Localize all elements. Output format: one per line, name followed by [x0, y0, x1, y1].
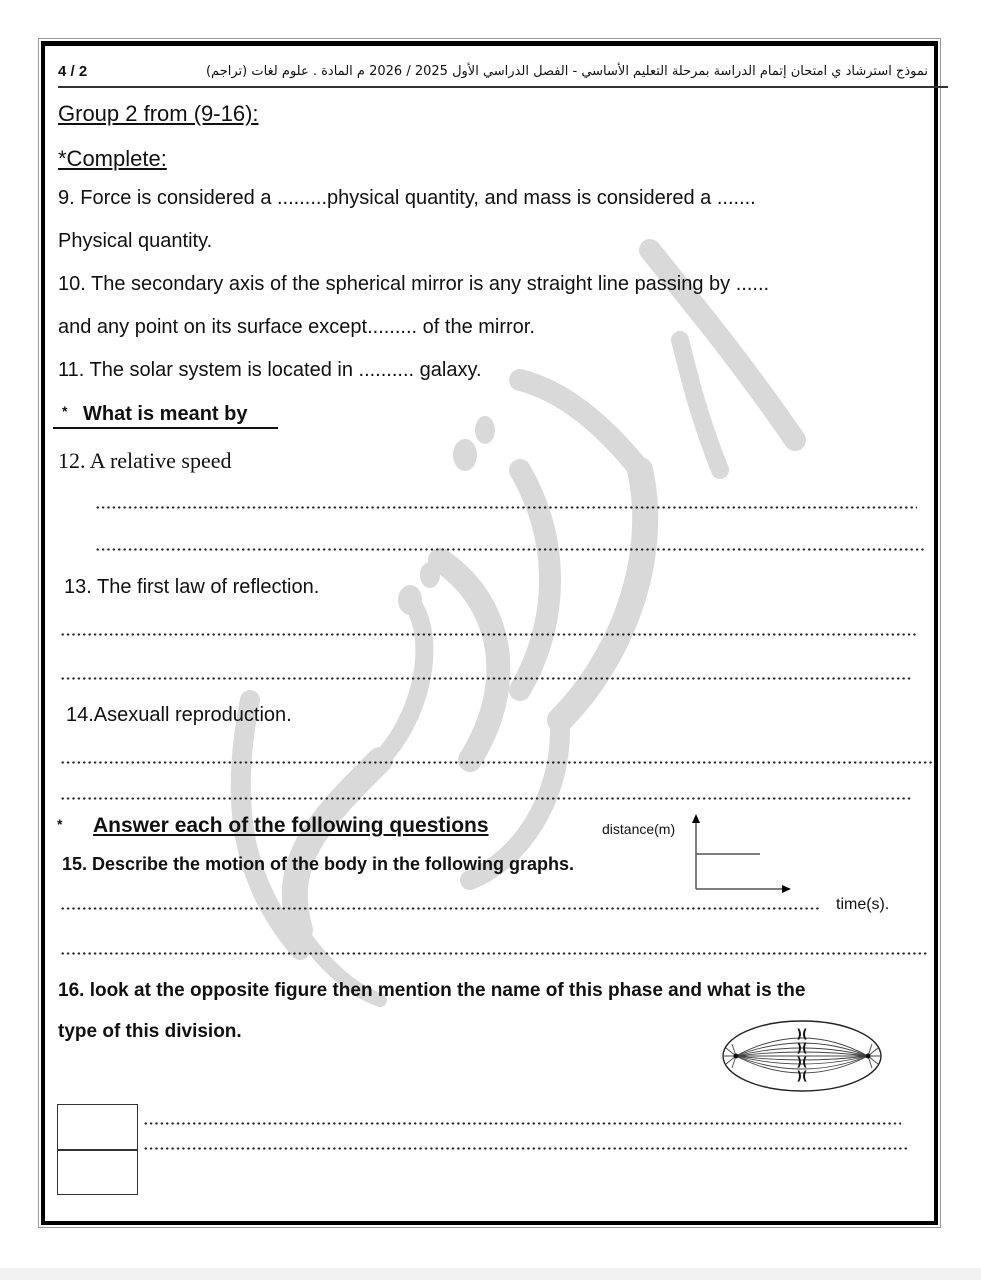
exam-header — [58, 60, 928, 82]
meant-by-underline — [53, 427, 278, 429]
svg-text:)(: )( — [796, 1069, 808, 1083]
answer-line-16b[interactable] — [143, 1147, 910, 1150]
answer-section-heading: Answer each of the following questions — [93, 814, 489, 837]
answer-line-14b[interactable] — [60, 797, 912, 800]
header-divider — [58, 86, 948, 88]
meant-by-star: * — [62, 403, 68, 419]
page-number: 4 / 2 — [58, 62, 88, 80]
graph-y-label: distance(m) — [602, 821, 676, 837]
question-14: 14.Asexuall reproduction. — [66, 704, 292, 726]
answer-line-15a[interactable] — [60, 907, 820, 910]
question-9-line-2: Physical quantity. — [58, 230, 213, 252]
question-12-text: 12. A relative speed — [58, 448, 232, 473]
answer-section-star: * — [57, 816, 63, 832]
answer-line-12b[interactable] — [95, 548, 925, 551]
question-16-line-2: type of this division. — [58, 1021, 242, 1042]
question-9-line-1: 9. Force is considered a .........physical quantity, and mass is considered a ....... — [58, 187, 756, 209]
answer-box-division-type[interactable] — [57, 1149, 138, 1195]
svg-text:)(: )( — [796, 1027, 808, 1041]
group-title: Group 2 from (9-16): — [58, 101, 259, 126]
svg-text:)(: )( — [796, 1055, 808, 1069]
question-12 — [58, 448, 232, 474]
graph-x-label: time(s). — [836, 896, 890, 913]
meant-by-heading: What is meant by — [83, 403, 248, 425]
question-10-line-2: and any point on its surface except......... of the mirror. — [58, 316, 535, 338]
distance-time-graph — [688, 812, 798, 897]
complete-heading: *Complete: — [58, 146, 167, 171]
answer-line-15b[interactable] — [60, 952, 928, 955]
cell-division-metaphase-icon — [718, 1018, 886, 1094]
answer-line-16a[interactable] — [143, 1122, 901, 1125]
question-10-line-1: 10. The secondary axis of the spherical mirror is any straight line passing by ...... — [58, 273, 770, 295]
answer-line-13a[interactable] — [60, 633, 918, 636]
viewer-bottom-strip — [0, 1268, 981, 1280]
answer-line-14a[interactable] — [60, 761, 935, 764]
answer-box-phase[interactable] — [57, 1104, 138, 1150]
answer-line-12a[interactable] — [95, 506, 917, 509]
question-13: 13. The first law of reflection. — [64, 576, 320, 598]
question-11: 11. The solar system is located in .......... galaxy. — [58, 359, 482, 381]
exam-title-arabic: نموذج استرشاد ي امتحان إتمام الدراسة بمرحلة التعليم الأساسي - الفصل الدراسي الأول 2025 / 2026 م المادة . علوم لغات (تراجم) — [205, 63, 928, 79]
svg-text:)(: )( — [796, 1041, 808, 1055]
answer-line-13b[interactable] — [60, 677, 912, 680]
question-15: 15. Describe the motion of the body in the following graphs. — [62, 854, 575, 874]
question-16-line-1: 16. look at the opposite figure then mention the name of this phase and what is the — [58, 980, 806, 1001]
